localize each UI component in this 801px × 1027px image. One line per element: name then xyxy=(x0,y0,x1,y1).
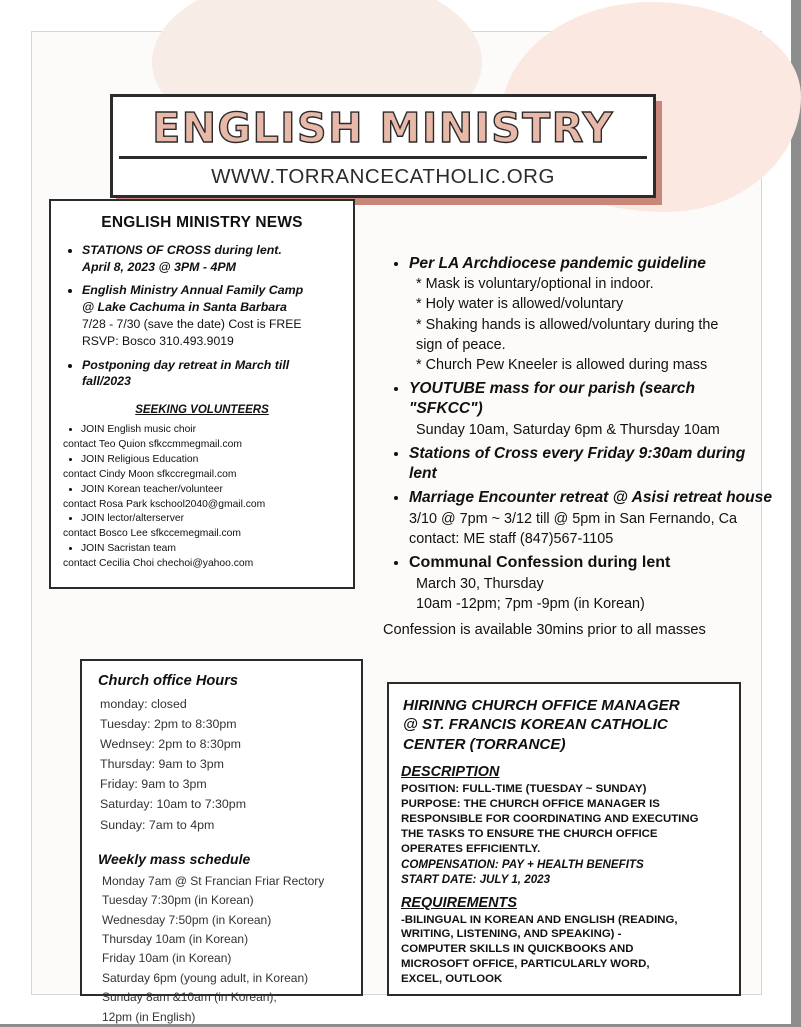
description-line: RESPONSIBLE FOR COORDINATING AND EXECUTING xyxy=(401,813,699,826)
guideline-line: Sunday 10am, Saturday 6pm & Thursday 10am xyxy=(416,421,720,438)
page-title: ENGLISH MINISTRY xyxy=(152,104,614,152)
volunteer-contact: contact Cindy Moon sfkccregmail.com xyxy=(63,468,237,480)
requirement-line: COMPUTER SKILLS IN QUICKBOOKS AND xyxy=(401,943,634,956)
guideline-head: Marriage Encounter retreat @ Asisi retreat house xyxy=(409,489,773,507)
requirements-heading: REQUIREMENTS xyxy=(401,894,517,911)
guideline-line: contact: ME staff (847)567-1105 xyxy=(409,530,614,547)
guideline-line: March 30, Thursday xyxy=(416,575,544,592)
description-heading: DESCRIPTION xyxy=(401,764,500,781)
banner-box xyxy=(110,94,656,198)
volunteer-role: • JOIN English music choir xyxy=(81,423,341,438)
guideline-head: YOUTUBE mass for our parish (search "SFKCC") xyxy=(409,380,695,418)
office-hours-line: Saturday: 10am to 7:30pm xyxy=(100,797,247,812)
news-item-head: Postponing day retreat in March till xyxy=(82,357,290,372)
mass-schedule-line: 12pm (in English) xyxy=(102,1009,196,1024)
news-item-head: English Ministry Annual Family Camp xyxy=(82,283,304,297)
mass-schedule-line: Saturday 6pm (young adult, in Korean) xyxy=(102,970,309,985)
requirement-line: MICROSOFT OFFICE, PARTICULARLY WORD, xyxy=(401,958,650,971)
volunteer-role: • JOIN Korean teacher/volunteer xyxy=(81,483,341,498)
description-line: PURPOSE: THE CHURCH OFFICE MANAGER IS xyxy=(401,798,660,811)
banner-divider xyxy=(119,156,647,189)
mass-schedule-line: Thursday 10am (in Korean) xyxy=(102,931,249,946)
news-item xyxy=(82,282,341,350)
flyer-canvas xyxy=(31,31,773,1024)
guideline-line: * Church Pew Kneeler is allowed during mass xyxy=(416,356,708,373)
description-line: POSITION: FULL-TIME (TUESDAY ~ SUNDAY) xyxy=(401,783,647,796)
volunteers-list xyxy=(63,423,341,572)
guideline-item xyxy=(409,444,772,485)
office-hours-line: Wednsey: 2pm to 8:30pm xyxy=(100,737,241,752)
guidelines-section xyxy=(383,254,773,640)
weekly-mass-title: Weekly mass schedule xyxy=(98,850,251,867)
guideline-head: Stations of Cross every Friday 9:30am during lent xyxy=(409,444,746,482)
office-hours-title: Church office Hours xyxy=(98,673,239,689)
guideline-line: sign of peace. xyxy=(416,336,506,353)
volunteer-role: • JOIN lector/alterserver xyxy=(81,512,341,527)
guideline-line: * Shaking hands is allowed/voluntary during the xyxy=(416,316,719,333)
compensation-line: COMPENSATION: PAY + HEALTH BENEFITS xyxy=(401,857,644,871)
news-panel-title: ENGLISH MINISTRY NEWS xyxy=(101,214,303,231)
guideline-line: 10am -12pm; 7pm -9pm (in Korean) xyxy=(416,595,645,612)
news-item-head: STATIONS OF CROSS during lent. xyxy=(82,243,282,257)
guideline-item xyxy=(409,379,772,440)
hiring-title-line: HIRINNG CHURCH OFFICE MANAGER xyxy=(403,697,680,714)
volunteer-contact: contact Bosco Lee sfkccemegmail.com xyxy=(63,528,241,540)
volunteer-contact: contact Cecilia Choi chechoi@yahoo.com xyxy=(63,558,254,570)
volunteer-contact: contact Teo Quion sfkccmmegmail.com xyxy=(63,438,242,450)
news-list xyxy=(63,242,341,390)
requirement-line: EXCEL, OUTLOOK xyxy=(401,972,503,985)
hiring-title xyxy=(403,696,727,754)
mass-schedule-line: Monday 7am @ St Francian Friar Rectory xyxy=(102,873,325,888)
mass-schedule-line: Wednesday 7:50pm (in Korean) xyxy=(102,912,272,927)
hiring-title-line: @ ST. FRANCIS KOREAN CATHOLIC xyxy=(403,716,668,734)
office-hours-line: Sunday: 7am to 4pm xyxy=(100,817,215,832)
volunteer-contact: contact Rosa Park kschool2040@gmail.com xyxy=(63,498,266,510)
guideline-item xyxy=(409,254,772,375)
office-hours-line: Tuesday: 2pm to 8:30pm xyxy=(100,717,237,732)
seeking-volunteers-title: SEEKING VOLUNTEERS xyxy=(135,403,269,416)
news-item xyxy=(82,242,341,275)
guideline-line: 3/10 @ 7pm ~ 3/12 till @ 5pm in San Fernando, Ca xyxy=(409,510,737,527)
volunteer-role: • JOIN Sacristan team xyxy=(81,542,341,557)
start-date-line: START DATE: JULY 1, 2023 xyxy=(401,872,551,886)
hiring-panel xyxy=(387,682,741,996)
confession-note: Confession is available 30mins prior to all masses xyxy=(383,621,706,638)
website-url: WWW.TORRANCECATHOLIC.ORG xyxy=(211,165,555,189)
mass-schedule-line: Friday 10am (in Korean) xyxy=(102,951,232,966)
guideline-item xyxy=(409,488,772,549)
volunteer-role: • JOIN Religious Education xyxy=(81,453,341,468)
guideline-head: Communal Confession during lent xyxy=(409,553,671,571)
guideline-line: * Mask is voluntary/optional in indoor. xyxy=(416,276,654,293)
guideline-line: * Holy water is allowed/voluntary xyxy=(416,296,624,313)
requirement-line: WRITING, LISTENING, AND SPEAKING) - xyxy=(401,928,622,941)
mass-schedule-line: Sunday 8am &10am (in Korean); xyxy=(102,990,277,1005)
guideline-item xyxy=(409,553,772,614)
news-item-line: 7/28 - 7/30 (save the date) Cost is FREE xyxy=(82,317,302,331)
guideline-head: Per LA Archdiocese pandemic guideline xyxy=(409,255,706,272)
office-hours-line: Thursday: 9am to 3pm xyxy=(100,757,224,772)
office-hours-line: monday: closed xyxy=(100,697,187,711)
description-line: THE TASKS TO ENSURE THE CHURCH OFFICE xyxy=(401,827,658,840)
hiring-title-line: CENTER (TORRANCE) xyxy=(403,735,566,753)
news-item-head2: @ Lake Cachuma in Santa Barbara xyxy=(82,299,287,314)
english-ministry-news-panel xyxy=(49,199,355,589)
church-office-hours-panel xyxy=(80,659,363,1024)
office-hours-line: Friday: 9am to 3pm xyxy=(100,777,207,792)
news-item-line: RSVP: Bosco 310.493.9019 xyxy=(82,334,234,349)
guidelines-list xyxy=(387,254,772,614)
banner xyxy=(110,94,656,198)
news-item-head2: April 8, 2023 @ 3PM - 4PM xyxy=(82,259,236,274)
requirement-line: -BILINGUAL IN KOREAN AND ENGLISH (READING, xyxy=(401,913,678,926)
mass-schedule-line: Tuesday 7:30pm (in Korean) xyxy=(102,893,254,908)
news-item xyxy=(82,357,341,390)
news-item-head2: fall/2023 xyxy=(82,374,131,389)
description-line: OPERATES EFFICIENTLY. xyxy=(401,842,541,855)
